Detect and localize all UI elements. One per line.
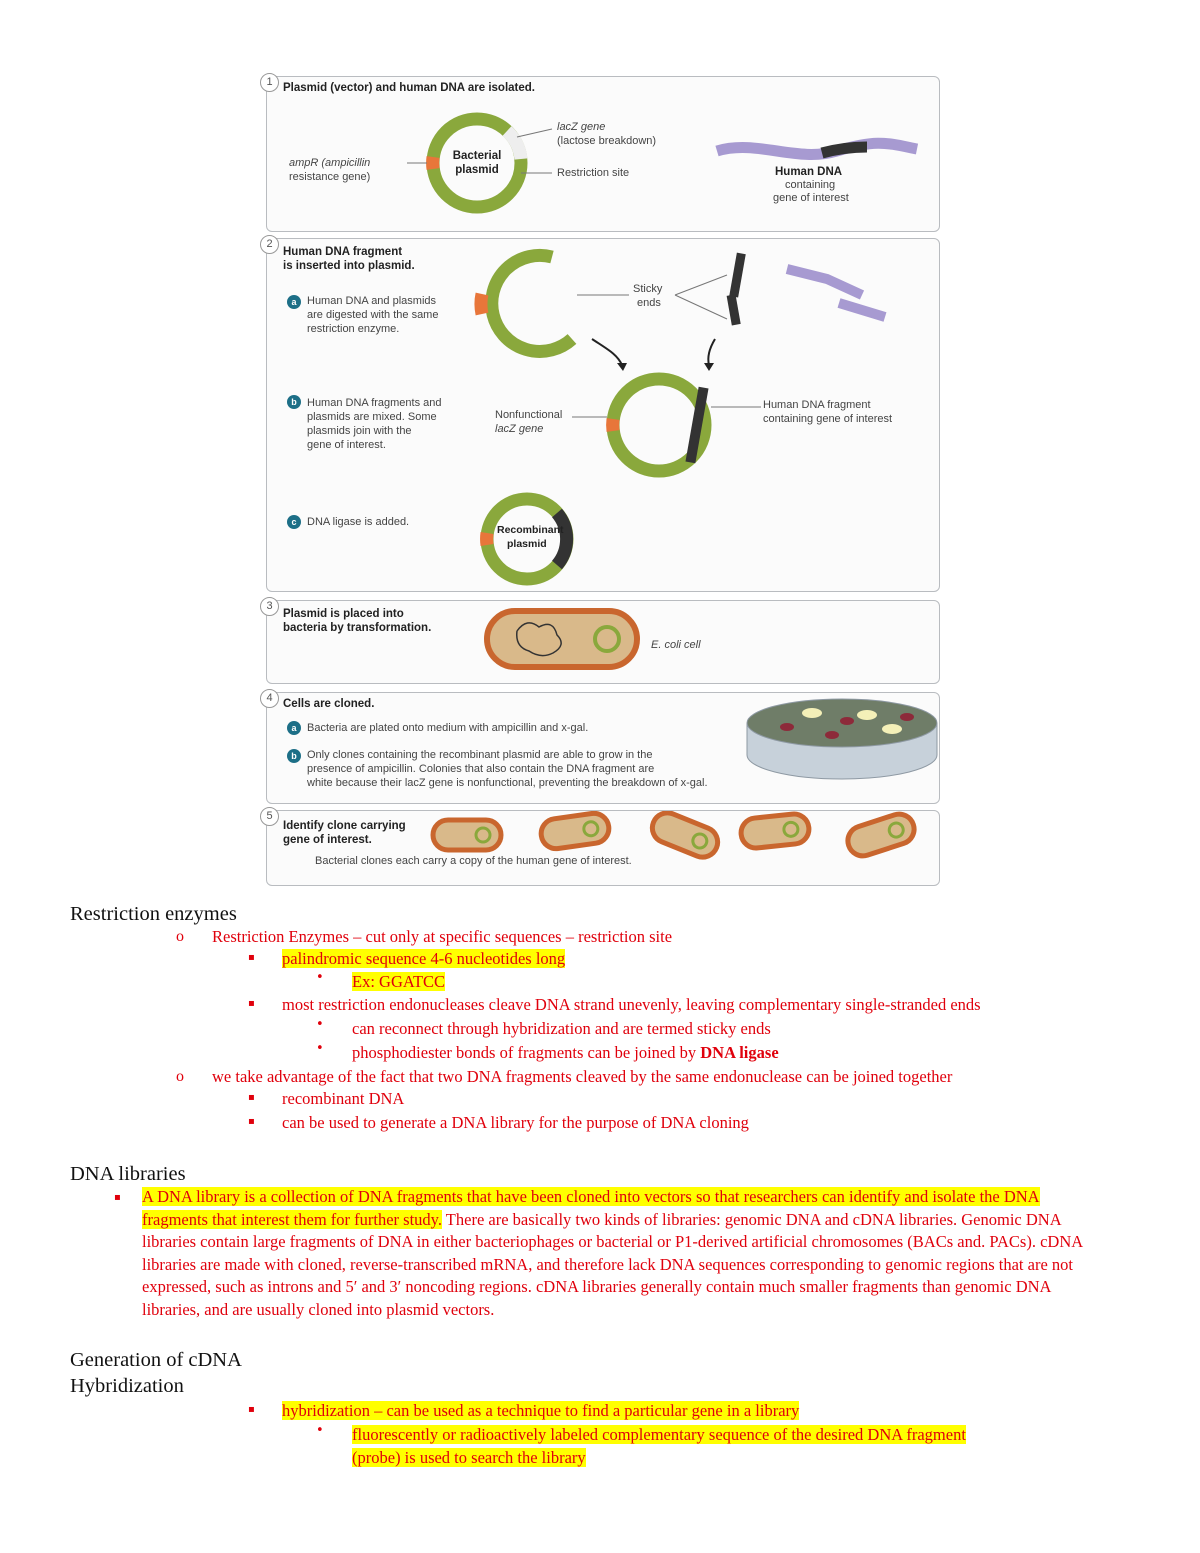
recombinant-dna-note: recombinant DNA	[282, 1089, 405, 1108]
palindromic-note	[282, 948, 565, 969]
step1-title: Plasmid (vector) and human DNA are isolated.	[283, 82, 535, 94]
lacz-label-1: lacZ gene	[557, 121, 606, 133]
bullet-square: ▪	[248, 1092, 255, 1103]
bullet-o: o	[176, 928, 184, 945]
ligase-term: DNA ligase	[700, 1043, 779, 1062]
step4b-text-3: white because their lacZ gene is nonfunctional, preventing the breakdown of x-gal.	[307, 777, 708, 789]
ecoli-diagram	[267, 601, 939, 683]
bullet-square: ▪	[248, 952, 255, 963]
step4-number: 4	[260, 689, 279, 708]
step1-number: 1	[260, 73, 279, 92]
uneven-cleave-note: most restriction endonucleases cleave DNA strand unevenly, leaving complementary single-stranded ends	[282, 995, 981, 1014]
ligase-note-text: phosphodiester bonds of fragments can be joined by	[352, 1043, 701, 1062]
step2b-badge: b	[287, 395, 301, 409]
step2a-text-2: are digested with the same	[307, 309, 439, 321]
probe-text-2: (probe) is used to search the library	[352, 1448, 586, 1467]
step1-panel	[266, 76, 940, 232]
dna-library-rest: There are basically two kinds of libraries: genomic DNA and cDNA libraries. Genomic DNA libraries contain large fragments of DNA in either bacteriophages or bacterial or P1-derived artificial chromosomes (BACs and. PACs). cDNA libraries are made with cloned, reverse-transcribed mRNA, and therefore lack DNA sequences corresponding to genomic regions that are not expressed, such as introns and 5′ and 3′ noncoding regions. cDNA libraries generally contain much smaller fragments than genomic DNA libraries, and are usually cloned into plasmid vectors.	[142, 1209, 1083, 1319]
ligase-note	[352, 1042, 779, 1063]
step2b-text-4: gene of interest.	[307, 439, 386, 451]
example-text: Ex: GGATCC	[352, 972, 446, 991]
step2b-text-1: Human DNA fragments and	[307, 397, 442, 409]
human-dna-sub-1: containing	[785, 179, 836, 191]
dna-library-paragraph	[142, 1186, 1092, 1321]
step2a-text-1: Human DNA and plasmids	[307, 295, 437, 307]
step4b-badge: b	[287, 749, 301, 763]
fragment-label-1: Human DNA fragment	[763, 399, 871, 411]
step2-title-1: Human DNA fragment	[283, 246, 403, 258]
plasmid-diagram	[267, 77, 939, 231]
step4b-text-1: Only clones containing the recombinant plasmid are able to grow in the	[307, 749, 653, 761]
bullet-square: ▪	[248, 998, 255, 1009]
bullet-square: ▪	[248, 1116, 255, 1127]
step5-panel	[266, 810, 940, 886]
sticky-label-1: Sticky	[633, 283, 663, 295]
step2c-badge: c	[287, 515, 301, 529]
plasmid-label	[441, 149, 513, 177]
step5-number: 5	[260, 807, 279, 826]
step2b-text-2: plasmids are mixed. Some	[307, 411, 437, 423]
bullet-square: ▪	[248, 1404, 255, 1415]
step2-panel	[266, 238, 940, 592]
palindromic-text: palindromic sequence 4-6 nucleotides long	[282, 949, 566, 968]
recombinant-label-2: plasmid	[507, 538, 547, 550]
step2c-text: DNA ligase is added.	[307, 516, 410, 528]
plasmid-label-text: Bacterial plasmid	[452, 150, 502, 176]
probe-note-line2	[352, 1447, 586, 1468]
lacz-label-2: (lactose breakdown)	[557, 135, 657, 147]
heading-restriction-enzymes: Restriction enzymes	[70, 903, 237, 925]
hybridization-note	[282, 1400, 799, 1421]
fragment-label-2: containing gene of interest	[763, 413, 893, 425]
restriction-enzymes-def: Restriction Enzymes – cut only at specific sequences – restriction site	[212, 927, 673, 946]
dna-library-highlight: A DNA library is a collection of DNA fragments that have been cloned into vectors so that researchers can identify and isolate the DNA fragments that interest them for further study.	[142, 1187, 1040, 1229]
heading-hybridization: Hybridization	[70, 1375, 184, 1397]
clones-diagram	[267, 811, 939, 885]
step4a-text: Bacteria are plated onto medium with ampicillin and x-gal.	[307, 722, 589, 734]
bullet-dot: •	[316, 1041, 324, 1056]
bullet-dot: •	[316, 1017, 324, 1032]
step4a-badge: a	[287, 721, 301, 735]
bullet-dot: •	[316, 970, 324, 985]
hybridization-text: hybridization – can be used as a technique to find a particular gene in a library	[282, 1401, 800, 1420]
step4-title: Cells are cloned.	[283, 698, 375, 710]
example-note	[352, 971, 445, 992]
sticky-label-2: ends	[637, 297, 661, 309]
bullet-o: o	[176, 1068, 184, 1085]
step3-title-2: bacteria by transformation.	[283, 622, 432, 634]
ampr-label-1: ampR (ampicillin	[289, 157, 371, 169]
ampr-label-2: resistance gene)	[289, 171, 371, 183]
step5-text: Bacterial clones each carry a copy of the human gene of interest.	[315, 855, 632, 867]
recombinant-label-1: Recombinant	[497, 524, 564, 536]
step2b-text-3: plasmids join with the	[307, 425, 412, 437]
step4b-text-2: presence of ampicillin. Colonies that also contain the DNA fragment are	[307, 763, 655, 775]
cloning-figure	[258, 70, 942, 898]
step4-panel	[266, 692, 940, 804]
petri-dish-diagram	[267, 693, 939, 803]
step2a-text-3: restriction enzyme.	[307, 323, 400, 335]
heading-dna-libraries: DNA libraries	[70, 1163, 186, 1185]
sticky-ends-note: can reconnect through hybridization and are termed sticky ends	[352, 1019, 771, 1038]
step2a-badge: a	[287, 295, 301, 309]
dna-library-note: can be used to generate a DNA library for the purpose of DNA cloning	[282, 1113, 749, 1132]
step2-title-2: is inserted into plasmid.	[283, 260, 415, 272]
step5-title-1: Identify clone carrying	[283, 820, 406, 832]
step3-number: 3	[260, 597, 279, 616]
bullet-square: ▪	[114, 1192, 121, 1203]
bullet-dot: •	[316, 1423, 324, 1438]
restriction-label: Restriction site	[557, 167, 630, 179]
step3-title-1: Plasmid is placed into	[283, 608, 404, 620]
human-dna-title: Human DNA	[775, 166, 843, 178]
step2-number: 2	[260, 235, 279, 254]
nonfunc-label-2: lacZ gene	[495, 423, 544, 435]
nonfunc-label-1: Nonfunctional	[495, 409, 563, 421]
ecoli-label: E. coli cell	[651, 639, 701, 651]
heading-generation-cdna: Generation of cDNA	[70, 1349, 242, 1371]
probe-note-line1	[352, 1424, 966, 1445]
step3-panel	[266, 600, 940, 684]
step5-title-2: gene of interest.	[283, 834, 372, 846]
probe-text-1: fluorescently or radioactively labeled complementary sequence of the desired DNA fragment	[352, 1425, 966, 1444]
human-dna-sub-2: gene of interest	[773, 192, 849, 204]
joined-together-note: we take advantage of the fact that two DNA fragments cleaved by the same endonuclease can be joined together	[212, 1067, 953, 1086]
